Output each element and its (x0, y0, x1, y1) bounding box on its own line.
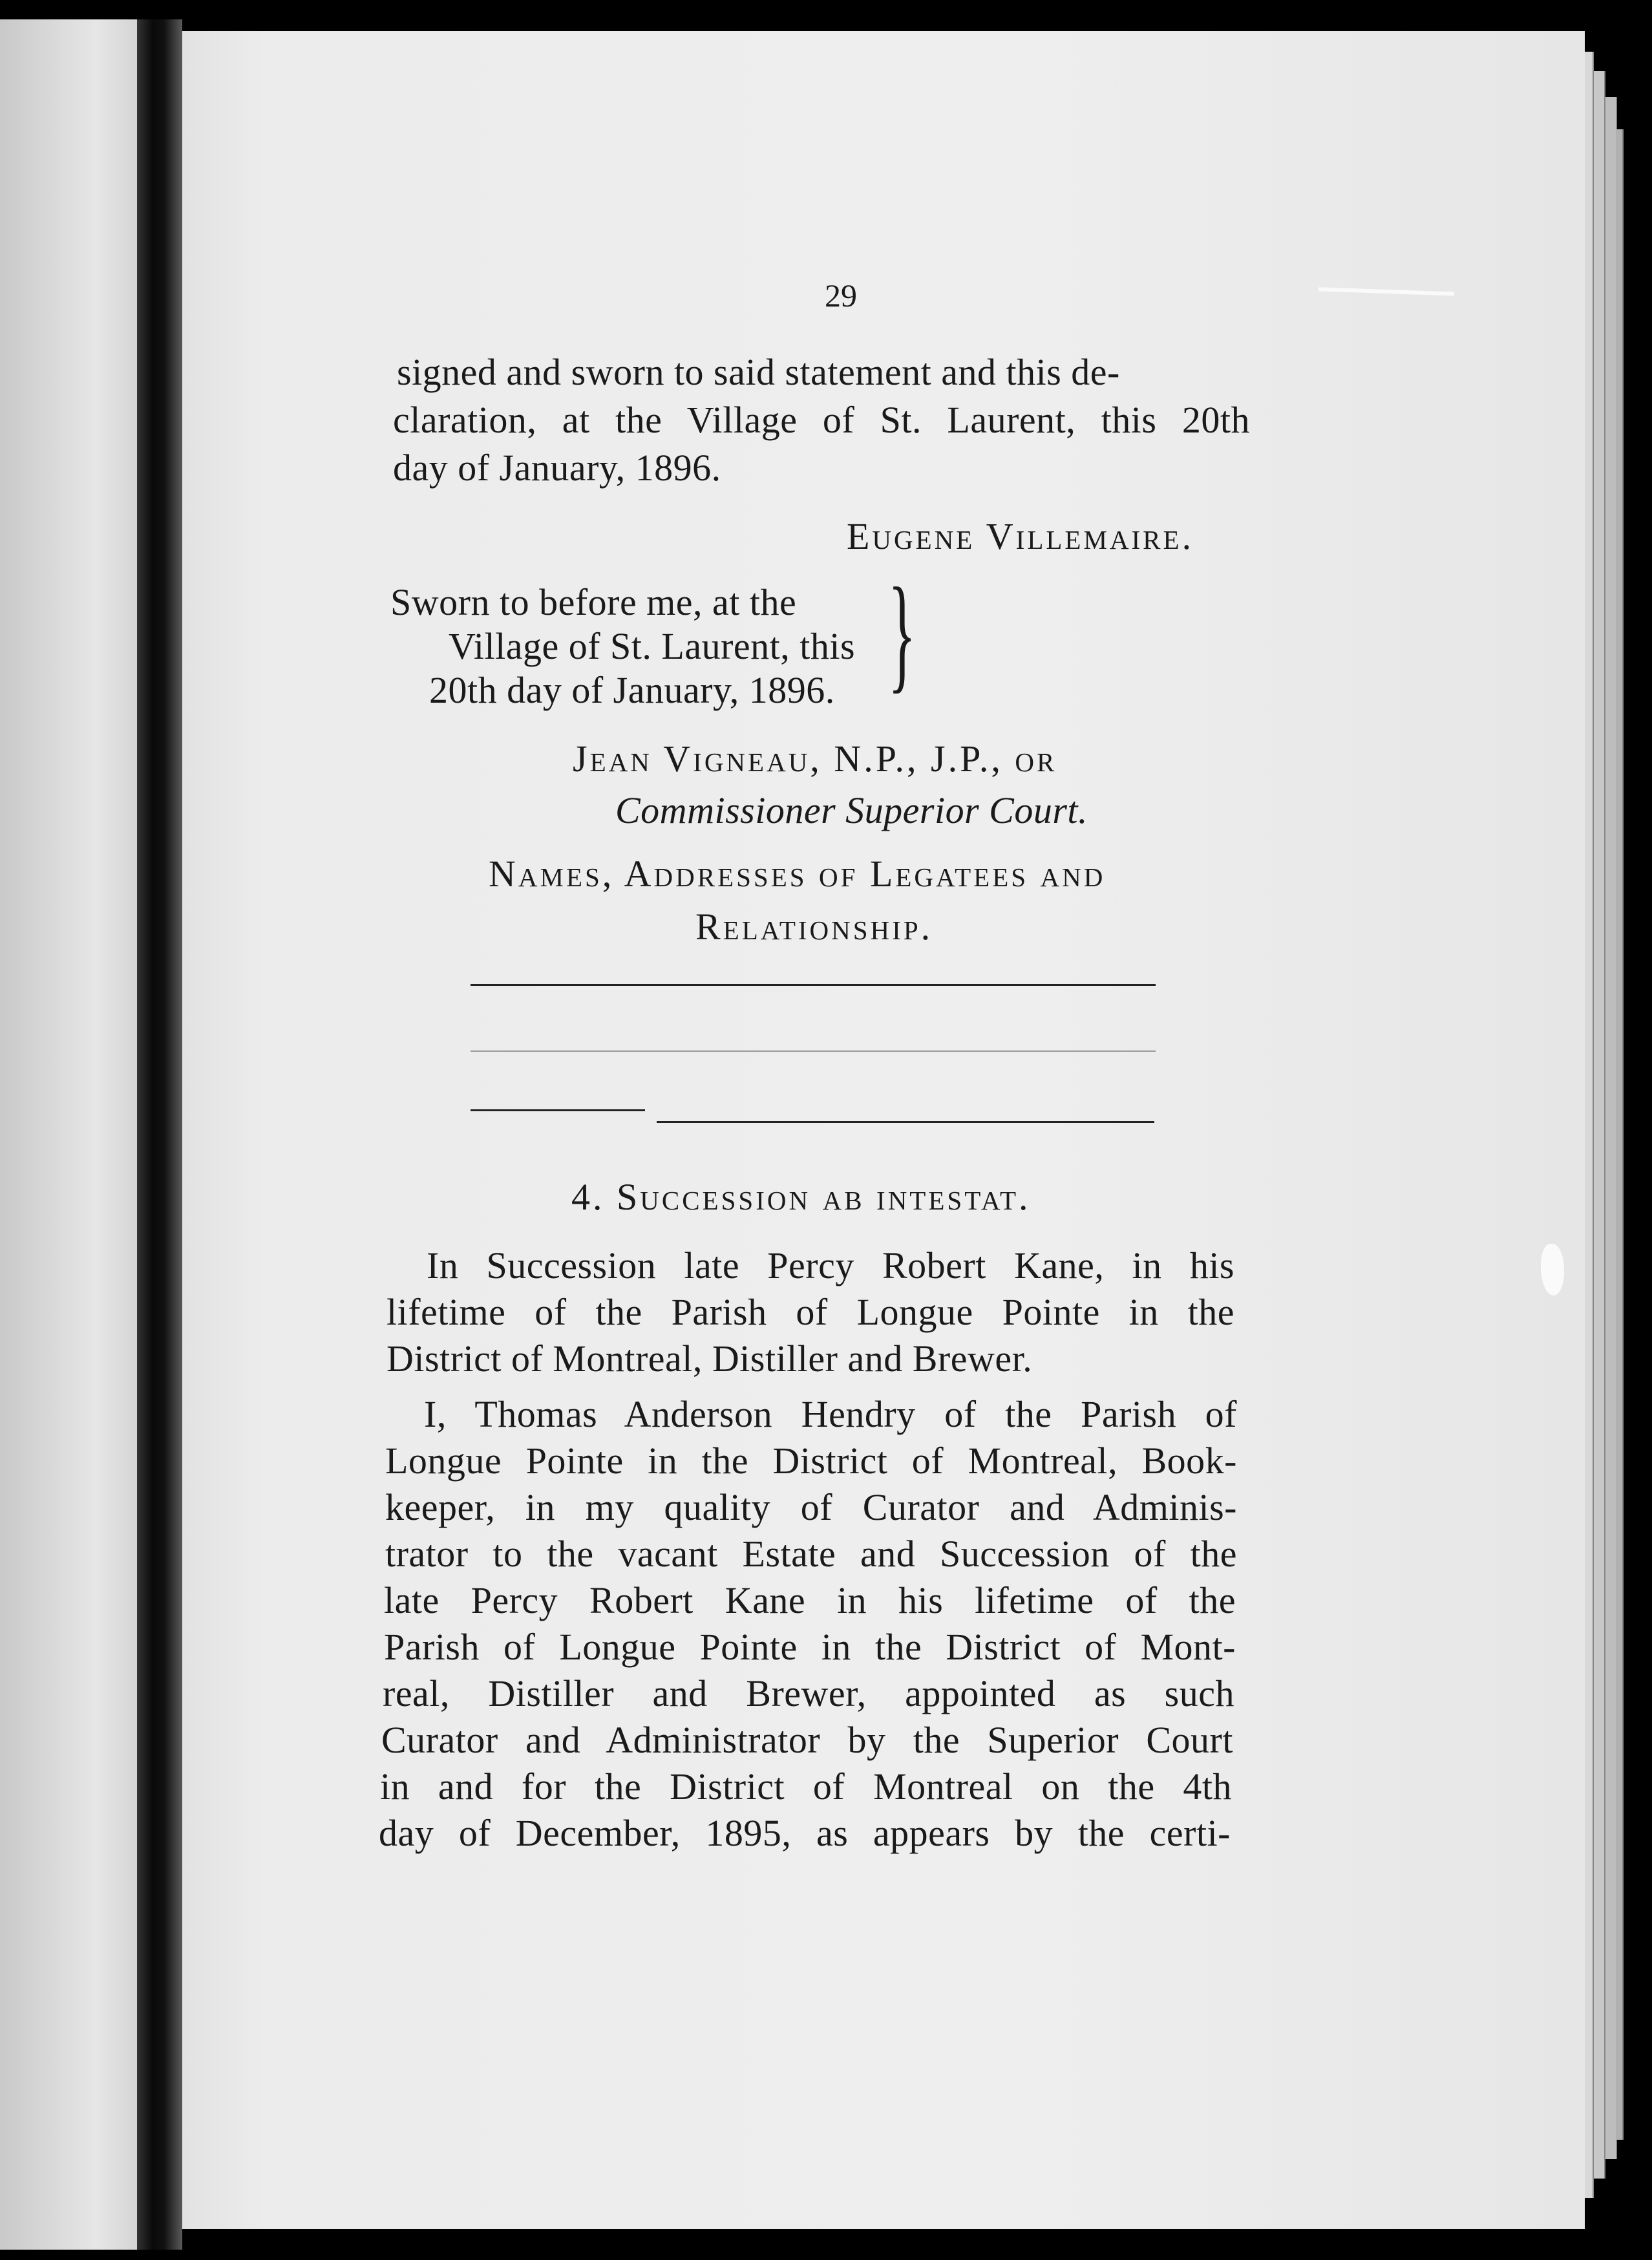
paragraph-line: in and for the District of Montreal on the 4th (380, 1765, 1232, 1807)
page-number: 29 (825, 277, 857, 314)
sworn-line: Village of St. Laurent, this (449, 625, 856, 667)
continuation-text: signed and sworn to said statement and this de- (397, 351, 1120, 393)
blank-rule (471, 1109, 645, 1111)
sworn-line: 20th day of January, 1896. (429, 669, 835, 711)
sworn-line: Sworn to before me, at the (390, 581, 797, 623)
paragraph-line: Curator and Administrator by the Superior Court (381, 1719, 1233, 1761)
page-stack-edge (1616, 129, 1624, 2140)
scan-blot (1541, 1244, 1564, 1295)
paragraph-line: day of December, 1895, as appears by the certi- (379, 1812, 1231, 1854)
page-stack-edge (1594, 71, 1605, 2179)
continuation-line (397, 350, 1250, 394)
blank-rule (471, 1050, 1156, 1052)
signature-villemaire: Eugene Villemaire. (847, 515, 1194, 557)
section-heading: 4. Succession ab intestat. (571, 1176, 1031, 1218)
paragraph-line: Parish of Longue Pointe in the District of Mont- (384, 1626, 1236, 1668)
names-heading: Relationship. (695, 906, 933, 948)
continuation-line: claration, at the Village of St. Laurent, this 20th (393, 399, 1250, 441)
paragraph-line: lifetime of the Parish of Longue Pointe in the (387, 1291, 1234, 1333)
paragraph-line: trator to the vacant Estate and Succession of the (385, 1533, 1237, 1575)
commissioner-title: Commissioner Superior Court. (615, 789, 1088, 831)
paragraph-line: late Percy Robert Kane in his lifetime of the (384, 1579, 1236, 1621)
paragraph-line: Longue Pointe in the District of Montreal, Book- (385, 1440, 1237, 1482)
continuation-line: day of January, 1896. (393, 447, 721, 489)
names-heading: Names, Addresses of Legatees and (489, 853, 1106, 895)
paragraph-line: In Succession late Percy Robert Kane, in his (427, 1244, 1234, 1286)
paragraph-line: real, Distiller and Brewer, appointed as such (383, 1672, 1234, 1714)
paragraph-line: I, Thomas Anderson Hendry of the Parish of (424, 1393, 1237, 1435)
previous-page-edge (0, 19, 137, 2250)
paragraph-line: District of Montreal, Distiller and Brewer. (387, 1338, 1033, 1380)
book-gutter (137, 19, 182, 2250)
paragraph-line: keeper, in my quality of Curator and Adminis- (385, 1486, 1237, 1528)
blank-rule (471, 984, 1156, 986)
commissioner-name: Jean Vigneau, N.P., J.P., or (573, 738, 1057, 780)
blank-rule (657, 1121, 1154, 1123)
right-brace-icon: } (888, 562, 916, 705)
